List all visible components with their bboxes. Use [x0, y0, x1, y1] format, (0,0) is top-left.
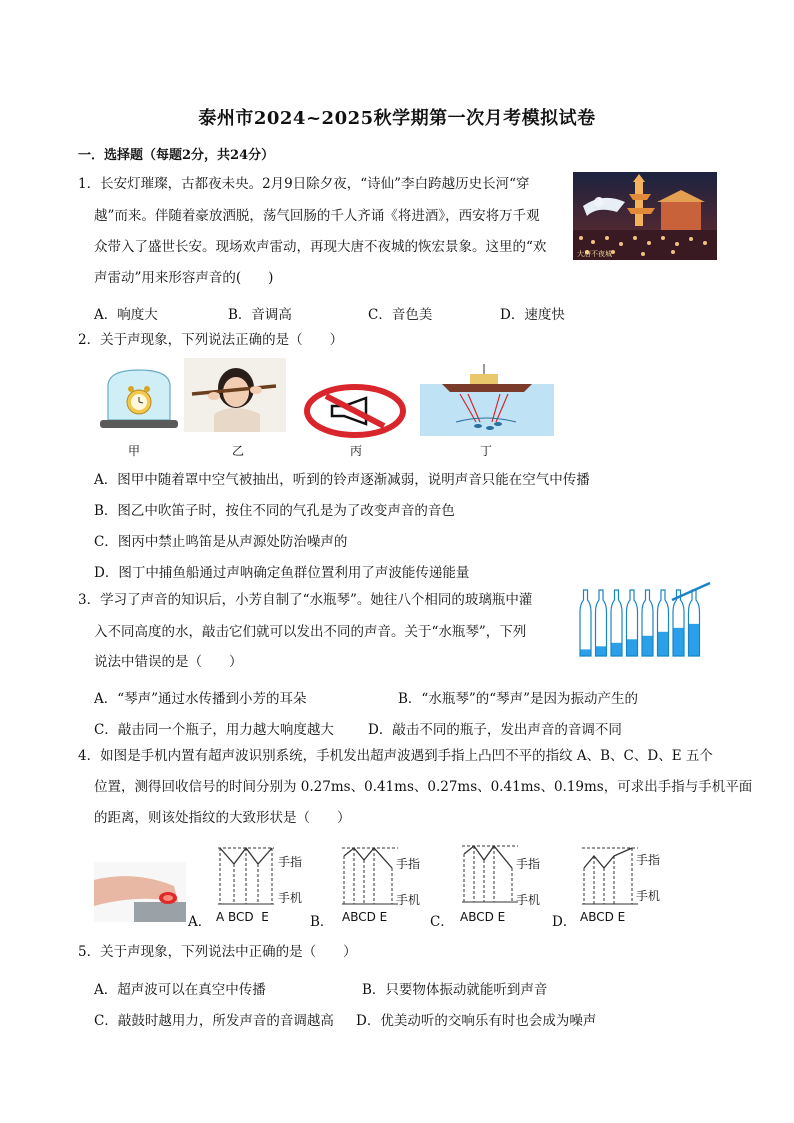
flute-player-photo	[184, 358, 286, 432]
q5-option-b[interactable]: B．只要物体振动就能听到声音	[362, 982, 548, 998]
photo-caption: 大唐不夜城	[577, 250, 612, 258]
sonar-boat-figure	[420, 364, 554, 436]
q2-option-d[interactable]: D．图丁中捕鱼船通过声呐确定鱼群位置利用了声波能传递能量	[94, 565, 470, 581]
q3-line-3: 说法中错误的是（ ）	[94, 654, 243, 670]
q5-stem: 5．关于声现象，下列说法中正确的是（ ）	[78, 944, 357, 960]
q1-line-2: 越”而来。伴随着豪放洒脱，荡气回肠的千人齐诵《将进酒》，西安将万千观	[94, 208, 540, 224]
water-level	[658, 632, 669, 656]
caption-yi: 乙	[232, 444, 245, 458]
q1-line-4: 声雷动”用来形容声音的( )	[94, 270, 274, 286]
water-bottle	[611, 590, 622, 656]
water-level	[642, 636, 653, 656]
q3-option-c[interactable]: C．敲击同一个瓶子，用力越大响度越大	[94, 722, 334, 738]
water-bottle	[580, 590, 591, 656]
q5-option-a[interactable]: A．超声波可以在真空中传播	[94, 982, 266, 998]
finger-label-c: 手指	[516, 857, 541, 871]
points-label-c: ABCD E	[460, 910, 506, 924]
water-level	[596, 646, 607, 656]
q2-stem: 2．关于声现象，下列说法正确的是（ ）	[78, 332, 344, 348]
points-label-a: A BCD E	[216, 910, 269, 924]
water-bottle	[689, 590, 700, 656]
finger-label-b: 手指	[396, 857, 421, 871]
water-bottles-figure	[576, 580, 714, 660]
water-bottle	[627, 590, 638, 656]
q5-option-c[interactable]: C．敲鼓时越用力，所发声音的音调越高	[94, 1013, 334, 1029]
q3-line-1: 3．学习了声音的知识后，小芳自制了“水瓶琴”。她往八个相同的玻璃瓶中灌	[78, 592, 533, 608]
q3-option-a[interactable]: A．“琴声”通过水传播到小芳的耳朵	[94, 691, 307, 707]
q3-option-b[interactable]: B．“水瓶琴”的“琴声”是因为振动产生的	[398, 691, 639, 707]
bell-jar-figure	[94, 366, 184, 430]
q1-option-c[interactable]: C．音色美	[368, 307, 433, 323]
q5-option-d[interactable]: D．优美动听的交响乐有时也会成为噪声	[356, 1013, 597, 1029]
finger-label-a: 手指	[278, 855, 303, 869]
q4-line-1: 4．如图是手机内置有超声波识别系统，手机发出超声波遇到手指上凸凹不平的指纹 A、B、C、D、E 五个	[78, 748, 713, 764]
q4-option-d[interactable]: D．	[552, 914, 577, 930]
q2-option-a[interactable]: A．图甲中随着罩中空气被抽出，听到的铃声逐渐减弱，说明声音只能在空气中传播	[94, 472, 590, 488]
section-heading: 一．选择题（每题2分，共24分）	[78, 148, 275, 163]
water-bottle	[642, 590, 653, 656]
q2-option-c[interactable]: C．图丙中禁止鸣笛是从声源处防治噪声的	[94, 534, 348, 550]
bottle-outline	[596, 590, 607, 656]
caption-bing: 丙	[350, 444, 363, 458]
q4-line-2: 位置，测得回收信号的时间分别为 0.27ms、0.41ms、0.27ms、0.41ms、0.19ms，可求出手指与手机平面	[94, 779, 753, 795]
water-level	[627, 639, 638, 656]
water-level	[580, 649, 591, 656]
phone-label-d: 手机	[636, 889, 661, 903]
q4-line-3: 的距离，则该处指纹的大致形状是（ ）	[94, 810, 351, 826]
q4-option-a[interactable]: A．	[188, 914, 212, 930]
water-level	[673, 628, 684, 656]
water-level	[689, 624, 700, 656]
bottle-outline	[580, 590, 591, 656]
no-horn-sign	[304, 384, 406, 438]
q1-option-b[interactable]: B．音调高	[228, 307, 292, 323]
q2-option-b[interactable]: B．图乙中吹笛子时，按住不同的气孔是为了改变声音的音色	[94, 503, 455, 519]
q4-option-c[interactable]: C．	[430, 914, 454, 930]
q1-option-a[interactable]: A．响度大	[94, 307, 158, 323]
points-label-b: ABCD E	[342, 910, 388, 924]
striking-stick	[672, 583, 710, 600]
q1-line-3: 众带入了盛世长安。现场欢声雷动，再现大唐不夜城的恢宏景象。这里的“欢	[94, 239, 547, 255]
night-city-photo	[573, 172, 717, 260]
water-level	[611, 643, 622, 656]
q3-line-2: 入不同高度的水，敲击它们就可以发出不同的声音。关于“水瓶琴”，下列	[94, 624, 527, 640]
fingerprint-sensor-photo	[94, 862, 186, 922]
q1-option-d[interactable]: D．速度快	[500, 307, 565, 323]
fingerprint-diagram-a	[212, 842, 276, 910]
caption-jia: 甲	[128, 444, 141, 458]
q3-option-d[interactable]: D．敲击不同的瓶子，发出声音的音调不同	[368, 722, 622, 738]
q1-line-1: 1．长安灯璀璨，古都夜未央。2月9日除夕夜，“诗仙”李白跨越历史长河“穿	[78, 176, 530, 192]
finger-label-d: 手指	[636, 853, 661, 867]
caption-ding: 丁	[480, 444, 493, 458]
fingerprint-diagram-c	[456, 840, 520, 908]
water-bottle	[596, 590, 607, 656]
water-bottle	[658, 590, 669, 656]
phone-label-a: 手机	[278, 891, 303, 905]
points-label-d: ABCD E	[580, 910, 626, 924]
phone-label-b: 手机	[396, 893, 421, 907]
fingerprint-diagram-b	[336, 842, 400, 910]
page-title: 泰州市2024~2025秋学期第一次月考模拟试卷	[198, 108, 596, 129]
fingerprint-diagram-d	[576, 842, 640, 910]
phone-label-c: 手机	[516, 893, 541, 907]
q4-option-b[interactable]: B．	[310, 914, 334, 930]
